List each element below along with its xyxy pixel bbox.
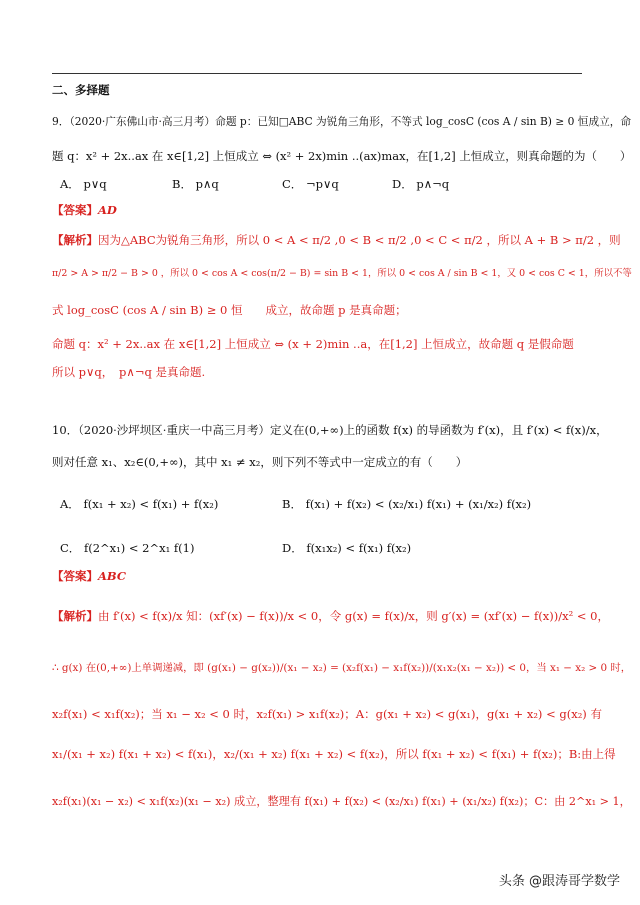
q10-analysis-line2: ∴ g(x) 在(0,+∞)上单调递减，即 (g(x₁) − g(x₂))/(x₁ − x₂) = (x₂f(x₁) − x₁f(x₂))/(x₁x₂(x₁ − x₂)) < 0，当 x₁ − x₂ > 0 时， bbox=[52, 662, 632, 674]
q9-analysis-label: 【解析】 bbox=[52, 233, 98, 247]
q10-answer-label: 【答案】 bbox=[52, 569, 98, 583]
q9-analysis-line3: 式 log_cosC (cos A / sin B) ≥ 0 恒 成立，故命题 p 是真命题； bbox=[52, 303, 407, 317]
q9-stem-line1: 9．（2020·广东佛山市·高三月考）命题 p：已知□ABC 为锐角三角形，不等式 log_cosC (cos A / sin B) ≥ 0 恒成立，命 bbox=[52, 115, 632, 128]
q10-answer bbox=[52, 568, 126, 584]
q9-option-d: D． p∧¬q bbox=[392, 177, 450, 191]
q10-analysis-line1 bbox=[52, 608, 609, 624]
q9-stem-line2: 题 q：x² + 2x..ax 在 x∈[1,2] 上恒成立 ⇔ (x² + 2x)min ..(ax)max，在[1,2] 上恒成立，则真命题的为（ ） bbox=[52, 149, 632, 163]
header-rule bbox=[52, 73, 582, 74]
watermark: 头条 @跟涛哥学数学 bbox=[498, 874, 620, 889]
q9-analysis-line1 bbox=[52, 232, 621, 248]
q10-analysis-line4: x₁/(x₁ + x₂) f(x₁ + x₂) < f(x₁)，x₂/(x₁ + x₂) f(x₁ + x₂) < f(x₂)，所以 f(x₁ + x₂) < f(x₁) + f(x₂)；B:由上得 bbox=[52, 747, 616, 761]
q10-option-d: D． f(x₁x₂) < f(x₁) f(x₂) bbox=[282, 541, 412, 555]
q9-analysis-line2: π/2 > A > π/2 − B > 0 ，所以 0 < cos A < cos(π/2 − B) = sin B < 1，所以 0 < cos A / sin B < 1，又 0 < cos C < 1，所以不等 bbox=[52, 268, 632, 279]
q10-stem-line1: 10．（2020·沙坪坝区·重庆一中高三月考）定义在(0,+∞)上的函数 f(x) 的导函数为 f′(x)，且 f′(x) < f(x)/x， bbox=[52, 423, 608, 437]
q10-stem-line2: 则对任意 x₁、x₂∈(0,+∞)，其中 x₁ ≠ x₂，则下列不等式中一定成立的有（ ） bbox=[52, 455, 468, 469]
q9-analysis-line5: 所以 p∨q， p∧¬q 是真命题. bbox=[52, 365, 206, 379]
q9-option-c: C． ¬p∨q bbox=[282, 177, 339, 191]
q10-option-c: C． f(2^x₁) < 2^x₁ f(1) bbox=[60, 541, 195, 555]
q10-option-a: A． f(x₁ + x₂) < f(x₁) + f(x₂) bbox=[60, 497, 219, 511]
q10-analysis-line5: x₂f(x₁)(x₁ − x₂) < x₁f(x₂)(x₁ − x₂) 成立，整理有 f(x₁) + f(x₂) < (x₂/x₁) f(x₁) + (x₁/x₂) f(x₂)；C：由 2^x₁ > 1， bbox=[52, 795, 631, 808]
q10-analysis-line3: x₂f(x₁) < x₁f(x₂)；当 x₁ − x₂ < 0 时，x₂f(x₁) > x₁f(x₂)；A：g(x₁ + x₂) < g(x₁)，g(x₁ + x₂) < g(x₂) 有 bbox=[52, 707, 602, 721]
q9-option-a: A． p∨q bbox=[60, 177, 107, 191]
q9-answer-label: 【答案】 bbox=[52, 203, 98, 217]
q10-analysis-label: 【解析】 bbox=[52, 609, 98, 623]
section-title: 二、多择题 bbox=[52, 83, 110, 97]
q10-option-b: B． f(x₁) + f(x₂) < (x₂/x₁) f(x₁) + (x₁/x₂) f(x₂) bbox=[282, 497, 532, 511]
q9-answer-value: AD bbox=[98, 203, 117, 217]
q9-analysis-line4: 命题 q：x² + 2x..ax 在 x∈[1,2] 上恒成立 ⇔ (x + 2)min ..a，在[1,2] 上恒成立，故命题 q 是假命题 bbox=[52, 337, 574, 351]
q10-analysis-text: 由 f′(x) < f(x)/x 知：(xf′(x) − f(x))/x < 0，令 g(x) = f(x)/x，则 g′(x) = (xf′(x) − f(x))/x² < 0， bbox=[98, 609, 609, 623]
q10-answer-value: ABC bbox=[98, 569, 127, 583]
q9-answer bbox=[52, 202, 117, 218]
q9-option-b: B． p∧q bbox=[172, 177, 219, 191]
q9-analysis-text: 因为△ABC为锐角三角形，所以 0 < A < π/2 ,0 < B < π/2 ,0 < C < π/2 ，所以 A + B > π/2 ，则 bbox=[98, 233, 621, 247]
